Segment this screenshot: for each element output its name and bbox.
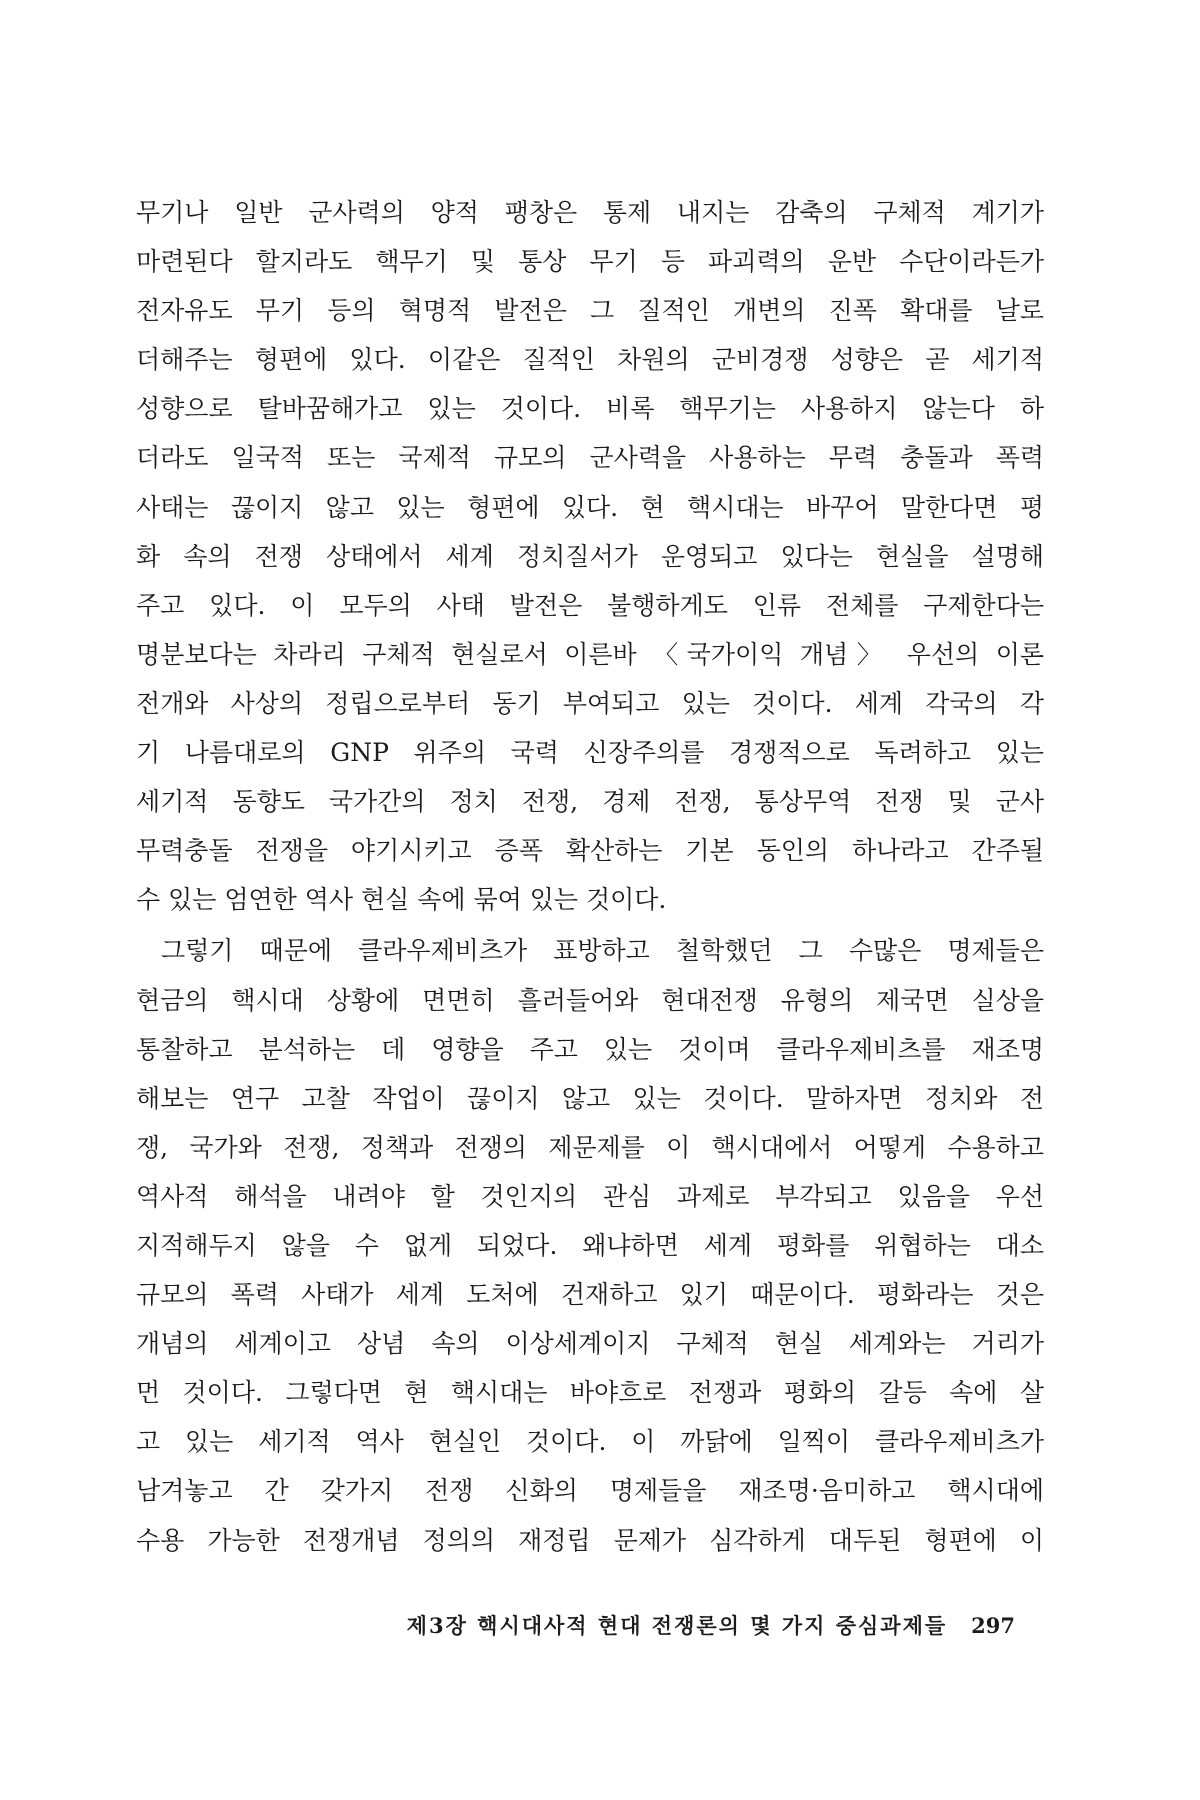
text-line: 개념의 세계이고 상념 속의 이상세계이지 구체적 현실 세계와는 거리가 bbox=[136, 1329, 1044, 1359]
text-line: 먼 것이다. 그렇다면 현 핵시대는 바야흐로 전쟁과 평화의 갈등 속에 살 bbox=[136, 1378, 1044, 1408]
text-line: 그렇기 때문에 클라우제비츠가 표방하고 철학했던 그 수많은 명제들은 bbox=[161, 936, 1044, 966]
text-line: 더라도 일국적 또는 국제적 규모의 군사력을 사용하는 무력 충돌과 폭력 bbox=[136, 443, 1044, 473]
text-line: 역사적 해석을 내려야 할 것인지의 관심 과제로 부각되고 있음을 우선 bbox=[136, 1181, 1044, 1211]
text-line: 현금의 핵시대 상황에 면면히 흘러들어와 현대전쟁 유형의 제국면 실상을 bbox=[136, 985, 1044, 1015]
running-footer bbox=[407, 1610, 1015, 1642]
text-line: 더해주는 형편에 있다. 이같은 질적인 차원의 군비경쟁 성향은 곧 세기적 bbox=[136, 345, 1044, 375]
text-line: 고 있는 세기적 역사 현실인 것이다. 이 까닭에 일찍이 클라우제비츠가 bbox=[136, 1427, 1044, 1457]
text-line: 마련된다 할지라도 핵무기 및 통상 무기 등 파괴력의 운반 수단이라든가 bbox=[136, 247, 1044, 277]
text-line: 명분보다는 차라리 구체적 현실로서 이른바 〈국가이익 개념〉 우선의 이론 bbox=[136, 639, 1044, 669]
text-line: 규모의 폭력 사태가 세계 도처에 건재하고 있기 때문이다. 평화라는 것은 bbox=[136, 1280, 1044, 1310]
body-text bbox=[136, 188, 1044, 1565]
paragraph bbox=[136, 188, 1044, 924]
text-line: 해보는 연구 고찰 작업이 끊이지 않고 있는 것이다. 말하자면 정치와 전 bbox=[136, 1083, 1044, 1113]
text-line: 남겨놓고 간 갖가지 전쟁 신화의 명제들을 재조명·음미하고 핵시대에 bbox=[136, 1476, 1044, 1506]
text-line: 쟁, 국가와 전쟁, 정책과 전쟁의 제문제를 이 핵시대에서 어떻게 수용하고 bbox=[136, 1132, 1044, 1162]
text-line: 전개와 사상의 정립으로부터 동기 부여되고 있는 것이다. 세계 각국의 각 bbox=[136, 688, 1044, 718]
text-line: 화 속의 전쟁 상태에서 세계 정치질서가 운영되고 있다는 현실을 설명해 bbox=[136, 541, 1044, 571]
text-line: 성향으로 탈바꿈해가고 있는 것이다. 비록 핵무기는 사용하지 않는다 하 bbox=[136, 394, 1044, 424]
text-line: 세기적 동향도 국가간의 정치 전쟁, 경제 전쟁, 통상무역 전쟁 및 군사 bbox=[136, 787, 1044, 817]
text-line: 지적해두지 않을 수 없게 되었다. 왜냐하면 세계 평화를 위협하는 대소 bbox=[136, 1230, 1044, 1260]
text-line: 통찰하고 분석하는 데 영향을 주고 있는 것이며 클라우제비츠를 재조명 bbox=[136, 1034, 1044, 1064]
page-number: 297 bbox=[971, 1613, 1015, 1638]
text-line: 주고 있다. 이 모두의 사태 발전은 불행하게도 인류 전체를 구제한다는 bbox=[136, 590, 1044, 620]
text-line: 사태는 끊이지 않고 있는 형편에 있다. 현 핵시대는 바꾸어 말한다면 평 bbox=[136, 492, 1044, 522]
text-line: 수 있는 엄연한 역사 현실 속에 묶여 있는 것이다. bbox=[136, 885, 667, 915]
paragraph bbox=[136, 926, 1044, 1564]
text-line: 무기나 일반 군사력의 양적 팽창은 통제 내지는 감축의 구체적 계기가 bbox=[136, 198, 1044, 227]
text-line: 기 나름대로의 GNP 위주의 국력 신장주의를 경쟁적으로 독려하고 있는 bbox=[136, 738, 1044, 768]
running-head: 제3장 핵시대사적 현대 전쟁론의 몇 가지 중심과제들 bbox=[406, 1613, 948, 1638]
text-line: 수용 가능한 전쟁개념 정의의 재정립 문제가 심각하게 대두된 형편에 이 bbox=[136, 1525, 1044, 1555]
text-line: 무력충돌 전쟁을 야기시키고 증폭 확산하는 기본 동인의 하나라고 간주될 bbox=[136, 836, 1044, 866]
text-line: 전자유도 무기 등의 혁명적 발전은 그 질적인 개변의 진폭 확대를 날로 bbox=[136, 296, 1044, 326]
